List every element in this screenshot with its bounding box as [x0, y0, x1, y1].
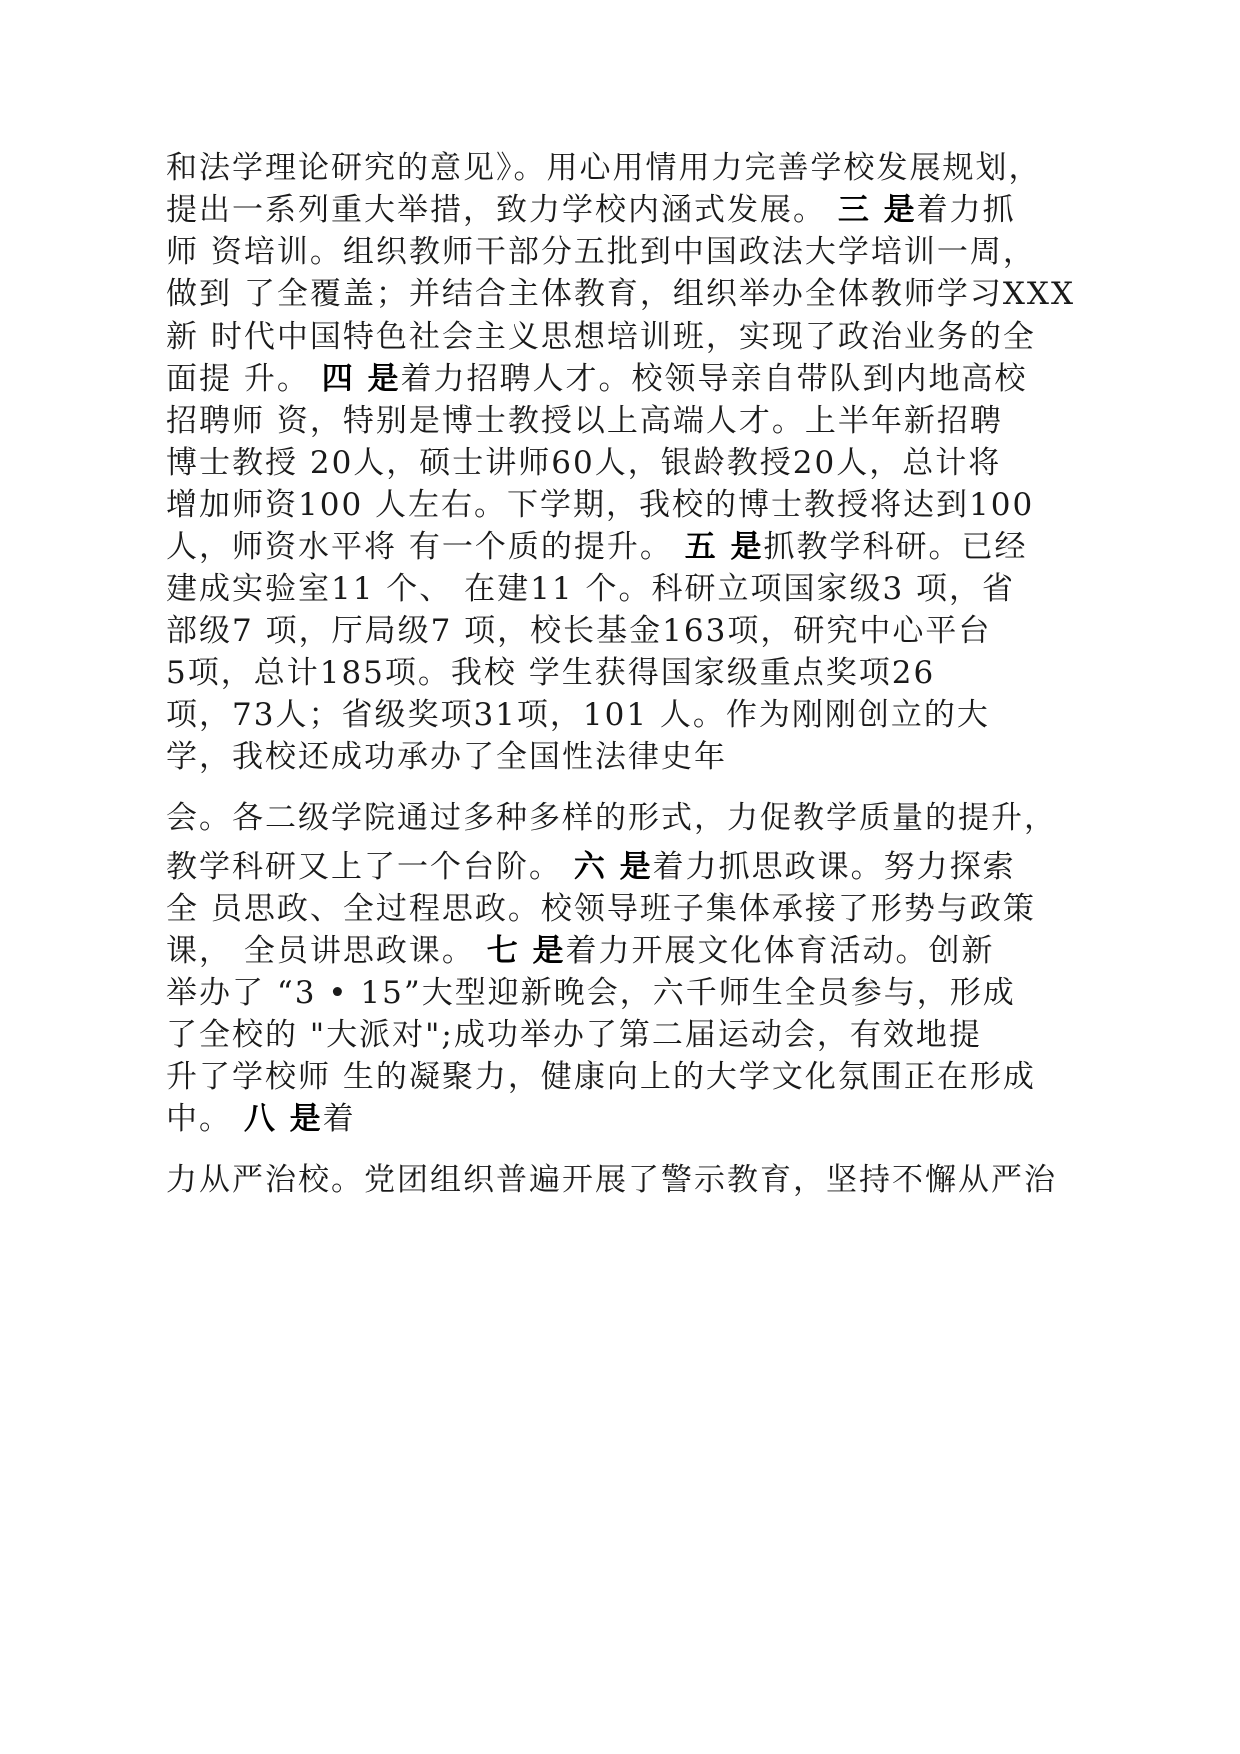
text-line: 教学科研又上了一个台阶。 六 是着力抓思政课。努力探索	[166, 849, 1016, 885]
text-line: 建成实验室11 个、 在建11 个。科研立项国家级3 项，省	[166, 571, 1016, 607]
text-line: 和法学理论研究的意见》。用心用情用力完善学校发展规划，	[166, 150, 1042, 186]
text-line: 中。 八 是着	[166, 1101, 356, 1137]
text-line: 博士教授 20人，硕士讲师60人，银龄教授20人，总计将	[166, 445, 1002, 481]
text-line: 课， 全员讲思政课。 七 是着力开展文化体育活动。创新	[166, 933, 995, 969]
text-line: 举办了 “3 • 15”大型迎新晚会，六千师生全员参与，形成	[166, 975, 1016, 1011]
text-line: 部级7 项，厅局级7 项，校长基金163项，研究中心平台	[166, 613, 992, 649]
text-line: 师 资培训。组织教师干部分五批到中国政法大学培训一周，	[166, 234, 1036, 270]
text-line: 做到 了全覆盖；并结合主体教育，组织举办全体教师学习XXX	[166, 276, 1076, 312]
text-line: 人，师资水平将 有一个质的提升。 五 是抓教学科研。已经	[166, 529, 1028, 565]
text-line: 增加师资100 人左右。下学期，我校的博士教授将达到100	[166, 487, 1035, 523]
text-line: 全 员思政、全过程思政。校领导班子集体承接了形势与政策	[166, 891, 1036, 927]
text-line: 学，我校还成功承办了全国性法律史年	[166, 739, 727, 775]
text-line: 会。各二级学院通过多种多样的形式，力促教学质量的提升，	[166, 800, 1057, 836]
text-line: 项，73人；省级奖项31项，101 人。作为刚刚创立的大	[166, 697, 990, 733]
text-line: 提出一系列重大举措，致力学校内涵式发展。 三 是着力抓	[166, 192, 1016, 228]
text-line: 升了学校师 生的凝聚力，健康向上的大学文化氛围正在形成	[166, 1059, 1036, 1095]
text-line: 新 时代中国特色社会主义思想培训班，实现了政治业务的全	[166, 319, 1036, 355]
text-line: 招聘师 资，特别是博士教授以上高端人才。上半年新招聘	[166, 403, 1003, 439]
text-line: 了全校的 "大派对";成功举办了第二届运动会，有效地提	[166, 1017, 982, 1053]
text-line: 面提 升。 四 是着力招聘人才。校领导亲自带队到内地高校	[166, 361, 1028, 397]
text-line: 力从严治校。党团组织普遍开展了警示教育，坚持不懈从严治	[166, 1162, 1057, 1198]
text-line: 5项，总计185项。我校 学生获得国家级重点奖项26	[166, 655, 936, 691]
